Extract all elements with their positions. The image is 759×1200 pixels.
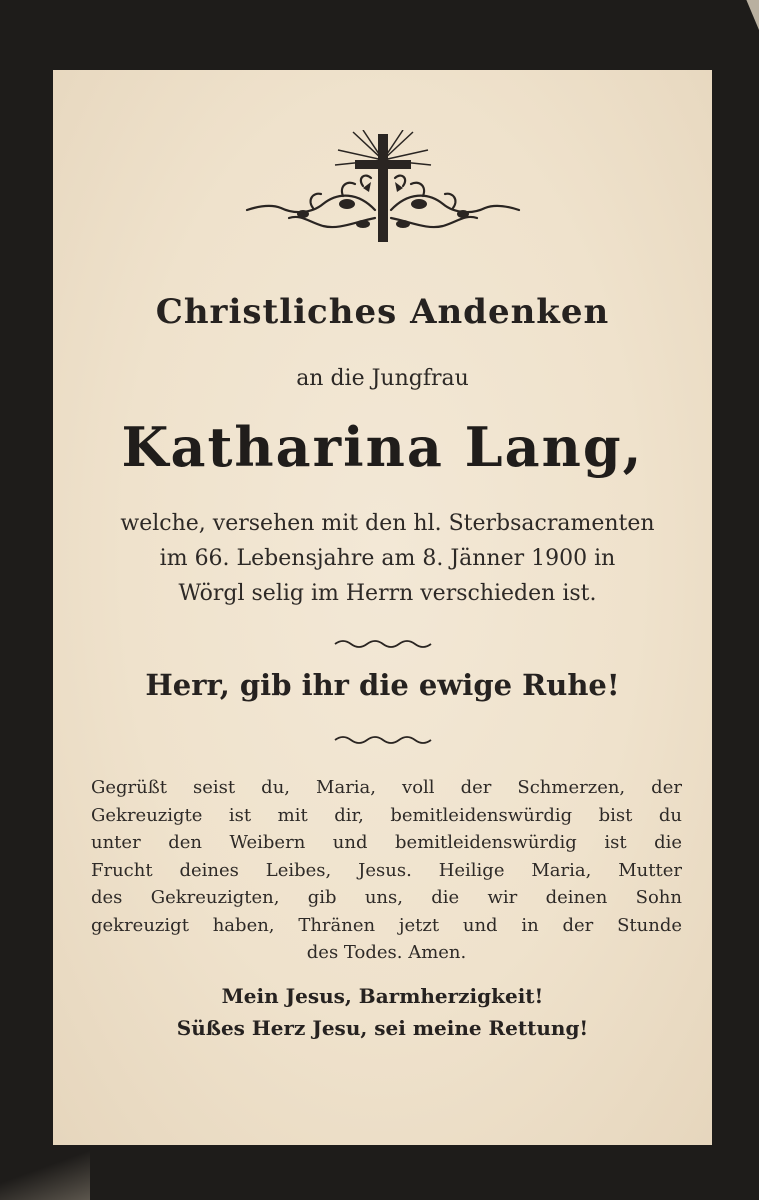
prayer-line: des Todes. Amen. (306, 942, 467, 963)
prayer-word: Gekreuzigte (91, 804, 203, 826)
prayer-word: deines (179, 859, 239, 881)
prayer-text (91, 774, 682, 967)
notice-line: Wörgl selig im Herrn verschieden ist. (178, 581, 597, 606)
prayer-word: die (654, 832, 682, 853)
prayer-word: gekreuzigt (91, 914, 189, 936)
prayer-line (91, 884, 682, 912)
wave-divider-icon (333, 638, 433, 650)
card-paper (53, 70, 712, 1145)
prayer-word: Weibern (229, 832, 306, 853)
prayer-word: und (332, 832, 368, 853)
prayer-word: bemitleidenswürdig (390, 804, 573, 826)
prayer-word: unter (91, 832, 141, 853)
prayer-word: der (460, 777, 492, 798)
prayer-line (91, 774, 682, 802)
prayer-word: uns, (364, 887, 403, 908)
prayer-word: in (521, 914, 539, 936)
invocation-line: Süßes Herz Jesu, sei meine Rettung! (176, 1016, 589, 1040)
prayer-word: ist (604, 832, 627, 853)
prayer-word: Thränen (298, 914, 376, 936)
prayer-word: den (168, 832, 202, 853)
death-notice (93, 506, 682, 611)
prayer-word: dir, (334, 804, 364, 826)
prayer-word: gib (307, 887, 337, 908)
prayer-word: Maria, (531, 859, 592, 881)
prayer-word: Gekreuzigten, (150, 887, 280, 908)
prayer-word: wir (487, 887, 518, 908)
prayer-word: Leibes, (265, 859, 332, 881)
prayer-word: und (462, 914, 498, 936)
card-subheading: an die Jungfrau (296, 366, 469, 391)
invocations (53, 980, 712, 1044)
prayer-word: jetzt (398, 914, 440, 936)
cross-ornament-icon (243, 130, 523, 250)
prayer-word: mit (277, 804, 308, 826)
prayer-word: deinen (545, 887, 608, 908)
card-worn-corner (0, 1150, 90, 1200)
prayer-word: die (431, 887, 460, 908)
prayer-line (91, 802, 682, 830)
prayer-word: Sohn (635, 887, 682, 908)
invocation-line: Mein Jesus, Barmherzigkeit! (221, 984, 544, 1008)
prayer-word: Jesus. (358, 859, 412, 881)
deceased-name: Katharina Lang, (121, 415, 644, 479)
prayer-word: Frucht (91, 859, 153, 881)
prayer-word: bist (598, 804, 633, 826)
card-heading: Christliches Andenken (155, 292, 610, 332)
prayer-line (91, 857, 682, 885)
prayer-line (91, 829, 682, 857)
prayer-word: Mutter (618, 859, 682, 881)
notice-line: welche, versehen mit den hl. Sterbsacramenten (120, 511, 655, 536)
prayer-word: haben, (212, 914, 275, 936)
prayer-word: ist (228, 804, 252, 826)
prayer-word: des (91, 887, 123, 908)
prayer-line (91, 912, 682, 940)
prayer-word: du (658, 804, 682, 826)
prayer-word: voll (402, 777, 435, 798)
prayer-word: bemitleidenswürdig (395, 832, 577, 853)
prayer-word: Stunde (617, 914, 682, 936)
prayer-word: seist (193, 777, 236, 798)
prayer-word: du, (261, 777, 291, 798)
prayer-word: Schmerzen, (517, 777, 626, 798)
prayer-word: der (651, 777, 682, 798)
wave-divider-icon (333, 734, 433, 746)
prayer-title: Herr, gib ihr die ewige Ruhe! (145, 668, 620, 702)
notice-line: im 66. Lebensjahre am 8. Jänner 1900 in (159, 546, 616, 571)
prayer-word: Heilige (438, 859, 505, 881)
prayer-word: der (562, 914, 594, 936)
prayer-word: Gegrüßt (91, 777, 168, 798)
prayer-word: Maria, (316, 777, 377, 798)
